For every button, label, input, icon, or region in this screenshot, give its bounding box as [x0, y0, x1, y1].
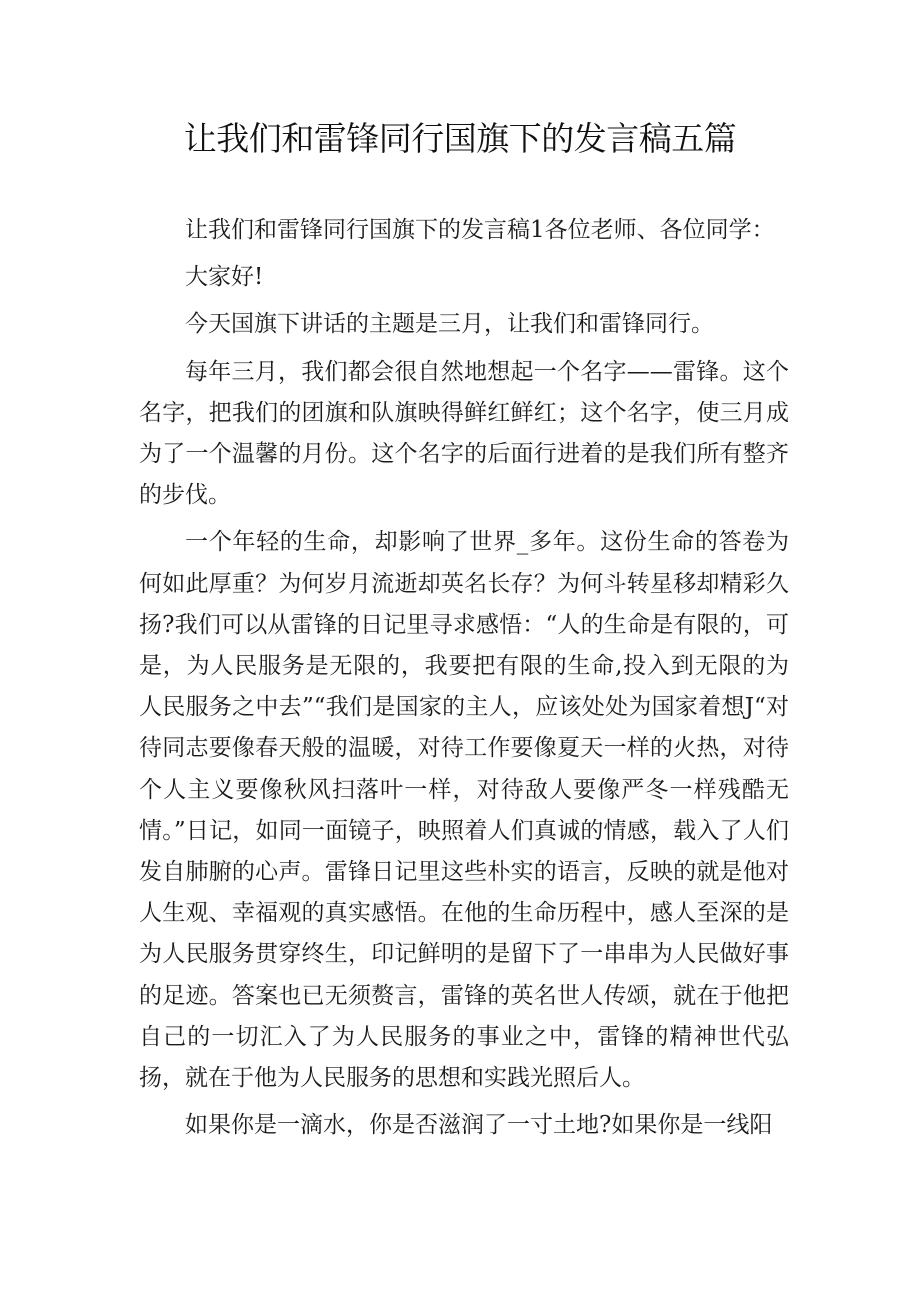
document-title: 让我们和雷锋同行国旗下的发言稿五篇 [183, 119, 737, 158]
paragraph: 大家好! [185, 264, 264, 291]
paragraph: 如果你是一滴水，你是否滋润了一寸土地?如果你是一线阳 [185, 1112, 773, 1139]
paragraph: 一个年轻的生命，却影响了世界_多年。这份生命的答卷为何如此厚重？为何岁月流逝却英名长存？为何斗转星移却精彩久扬?我们可以从雷锋的日记里寻求感悟：“人的生命是有限的，可是，为人民服务是无限的，我要把有限的生命,投入到无限的为人民服务之中去”“我们是国家的主人，应该处处为国家着想J“对待同志要像春天般的温暖，对待工作要像夏天一样的火热，对待个人主义要像秋风扫落叶一样，对待敌人要像严冬一样残酷无情。”日记，如同一面镜子，映照着人们真诚的情感，载入了人们发自肺腑的心声。雷锋日记里这些朴实的语言，反映的就是他对人生观、幸福观的真实感悟。在他的生命历程中，感人至深的是为人民服务贯穿终生，印记鲜明的是留下了一串串为人民做好事的足迹。答案也已无须赘言，雷锋的英名世人传颂，就在于他把自己的一切汇入了为人民服务的事业之中，雷锋的精神世代弘扬，就在于他为人民服务的思想和实践光照后人。 [139, 529, 789, 1092]
document-body [139, 210, 789, 1152]
paragraph: 今天国旗下讲话的主题是三月，让我们和雷锋同行。 [185, 311, 714, 338]
paragraph: 让我们和雷锋同行国旗下的发言稿1各位老师、各位同学： [185, 217, 775, 243]
paragraph: 每年三月，我们都会很自然地想起一个名字——雷锋。这个名字，把我们的团旗和队旗映得鲜红鲜红；这个名字，使三月成为了一个温馨的月份。这个名字的后面行进着的是我们所有整齐的步伐。 [139, 358, 789, 509]
